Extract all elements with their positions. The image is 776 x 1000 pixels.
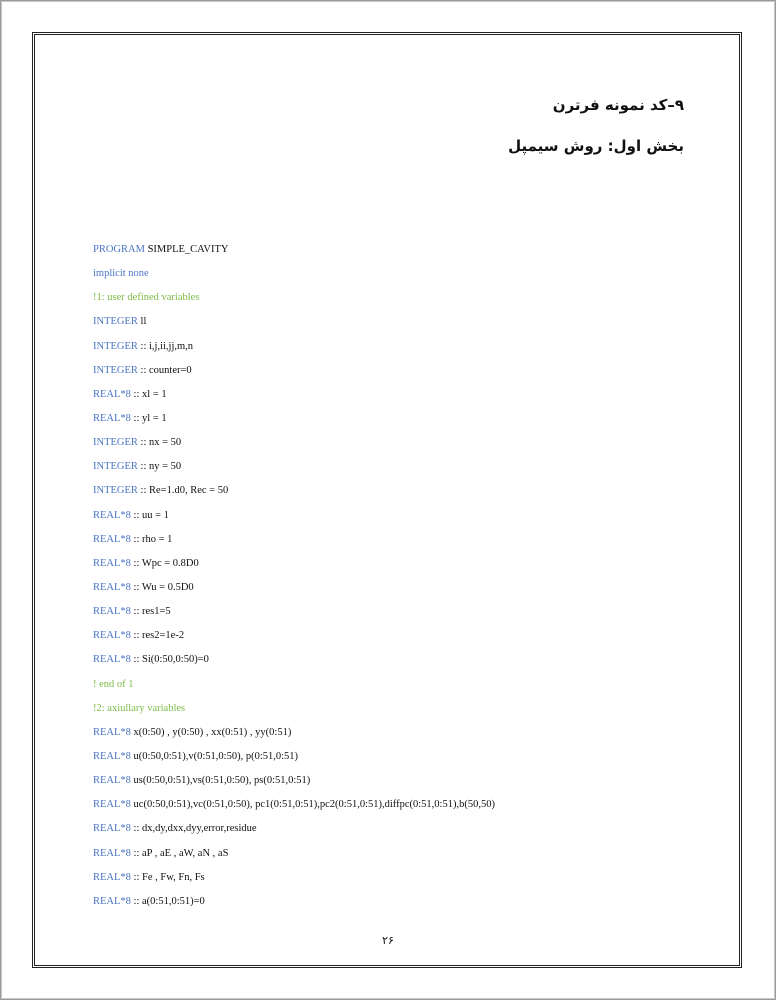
code-line bbox=[93, 628, 713, 652]
code-text: uc(0:50,0:51),vc(0:51,0:50), pc1(0:51,0:51),pc2(0:51,0:51),diffpc(0:51,0:51),b(50,50) bbox=[133, 799, 495, 811]
code-line bbox=[93, 411, 713, 435]
code-text: :: nx = 50 bbox=[140, 437, 182, 449]
code-text: :: res1=5 bbox=[133, 606, 171, 618]
code-text: :: rho = 1 bbox=[133, 533, 173, 545]
code-keyword: PROGRAM bbox=[93, 244, 148, 255]
code-line bbox=[93, 773, 713, 797]
code-keyword: INTEGER bbox=[93, 364, 141, 376]
code-line bbox=[93, 266, 713, 290]
code-line bbox=[93, 363, 713, 387]
code-text: :: xl = 1 bbox=[133, 388, 167, 400]
code-keyword: REAL*8 bbox=[93, 847, 134, 859]
code-keyword: REAL*8 bbox=[93, 412, 134, 424]
code-line bbox=[93, 894, 713, 918]
code-line bbox=[93, 846, 713, 870]
code-line bbox=[93, 821, 713, 845]
code-line bbox=[93, 314, 713, 338]
code-text: :: uu = 1 bbox=[133, 509, 169, 521]
code-text: us(0:50,0:51),vs(0:51,0:50), ps(0:51,0:51) bbox=[133, 775, 311, 787]
code-text: :: Re=1.d0, Rec = 50 bbox=[140, 485, 229, 497]
code-keyword: REAL*8 bbox=[93, 606, 134, 618]
code-text: :: yl = 1 bbox=[133, 412, 167, 424]
code-keyword: REAL*8 bbox=[93, 895, 134, 907]
code-keyword: implicit none bbox=[93, 268, 149, 280]
code-keyword: INTEGER bbox=[93, 316, 141, 328]
code-line bbox=[93, 556, 713, 580]
code-keyword: INTEGER bbox=[93, 340, 141, 352]
code-text: :: Wpc = 0.8D0 bbox=[133, 557, 199, 569]
code-keyword: REAL*8 bbox=[93, 799, 134, 811]
code-line bbox=[93, 435, 713, 459]
code-line bbox=[93, 242, 713, 266]
code-comment-text: !1: user defined variables bbox=[93, 292, 200, 304]
code-keyword: INTEGER bbox=[93, 485, 141, 497]
code-text: :: Si(0:50,0:50)=0 bbox=[133, 654, 209, 666]
code-text: :: a(0:51,0:51)=0 bbox=[133, 895, 205, 907]
code-keyword: REAL*8 bbox=[93, 775, 134, 787]
code-text: :: ny = 50 bbox=[140, 461, 182, 473]
code-text: :: Wu = 0.5D0 bbox=[133, 581, 194, 593]
code-comment-line bbox=[93, 677, 713, 701]
code-comment-line bbox=[93, 701, 713, 725]
code-keyword: INTEGER bbox=[93, 461, 141, 473]
code-keyword: REAL*8 bbox=[93, 654, 134, 666]
code-text: ll bbox=[140, 316, 147, 328]
code-keyword: INTEGER bbox=[93, 437, 141, 449]
code-block bbox=[93, 242, 713, 918]
code-keyword: REAL*8 bbox=[93, 509, 134, 521]
code-comment-text: ! end of 1 bbox=[93, 678, 134, 690]
code-text: :: i,j,ii,jj,m,n bbox=[140, 340, 194, 352]
code-keyword: REAL*8 bbox=[93, 581, 134, 593]
code-keyword: REAL*8 bbox=[93, 388, 134, 400]
code-line bbox=[93, 387, 713, 411]
code-keyword: REAL*8 bbox=[93, 726, 134, 738]
code-comment-text: !2: axiullary variables bbox=[93, 702, 186, 714]
code-line bbox=[93, 532, 713, 556]
code-line bbox=[93, 483, 713, 507]
code-line bbox=[93, 339, 713, 363]
code-keyword: REAL*8 bbox=[93, 630, 134, 642]
code-text: SIMPLE_CAVITY bbox=[147, 244, 229, 255]
code-line bbox=[93, 725, 713, 749]
code-keyword: REAL*8 bbox=[93, 533, 134, 545]
code-keyword: REAL*8 bbox=[93, 871, 134, 883]
code-text: x(0:50) , y(0:50) , xx(0:51) , yy(0:51) bbox=[133, 726, 292, 738]
code-keyword: REAL*8 bbox=[93, 823, 134, 835]
code-line bbox=[93, 459, 713, 483]
code-keyword: REAL*8 bbox=[93, 557, 134, 569]
code-line bbox=[93, 652, 713, 676]
code-text: :: res2=1e-2 bbox=[133, 630, 185, 642]
code-text: :: dx,dy,dxx,dyy,error,residue bbox=[133, 823, 257, 835]
code-line bbox=[93, 870, 713, 894]
code-keyword: REAL*8 bbox=[93, 750, 134, 762]
code-line bbox=[93, 508, 713, 532]
code-text: u(0:50,0:51),v(0:51,0:50), p(0:51,0:51) bbox=[133, 750, 299, 762]
code-line bbox=[93, 749, 713, 773]
code-line bbox=[93, 604, 713, 628]
code-line bbox=[93, 580, 713, 604]
code-text: :: aP , aE , aW, aN , aS bbox=[133, 847, 229, 859]
code-comment-line bbox=[93, 290, 713, 314]
code-line bbox=[93, 797, 713, 821]
section-subtitle: بخش اول: روش سیمپل bbox=[508, 137, 684, 155]
code-text: :: counter=0 bbox=[140, 364, 192, 376]
page-number: ۲۶ bbox=[382, 934, 394, 947]
section-title: ۹–کد نمونه فرترن bbox=[552, 96, 684, 114]
code-text: :: Fe , Fw, Fn, Fs bbox=[133, 871, 205, 883]
